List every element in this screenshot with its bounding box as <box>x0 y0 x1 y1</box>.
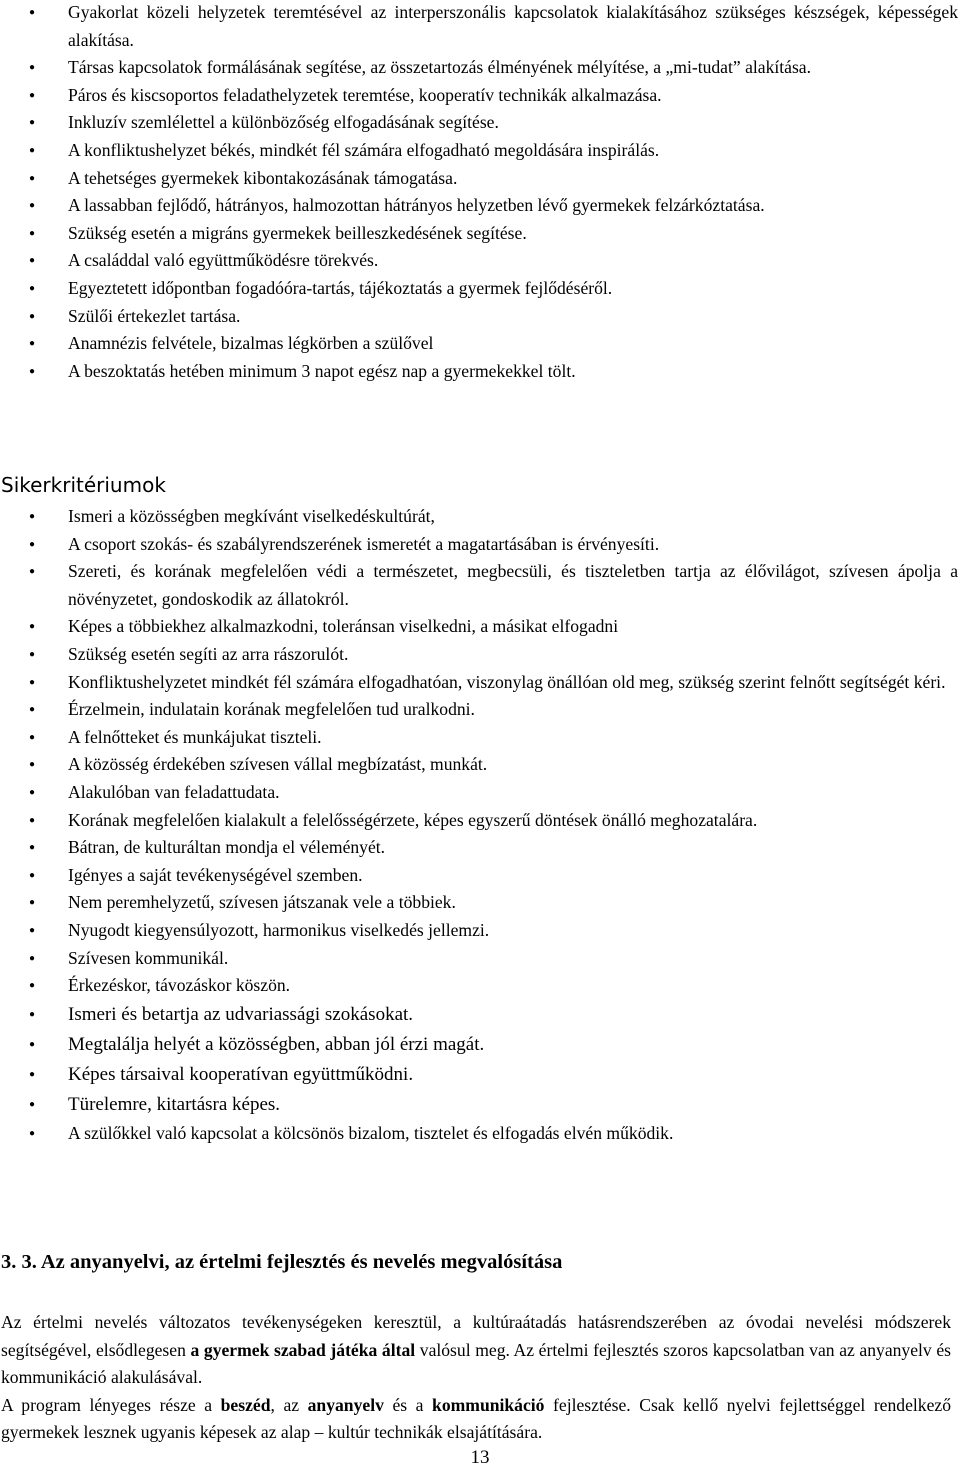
body-paragraphs <box>1 1309 951 1447</box>
list-item: ● Egyeztetett időpontban fogadóóra-tartás, tájékoztatás a gyermek fejlődéséről. <box>0 275 958 303</box>
list-item: ● Türelemre, kitartásra képes. <box>0 1090 958 1120</box>
list-item: ● Társas kapcsolatok formálásának segítése, az összetartozás élményének mélyítése, a „mi-tudat” alakítása. <box>0 54 958 82</box>
bullet-icon <box>27 109 37 140</box>
list-item: ● Szükség esetén segíti az arra rászorulót. <box>0 641 958 669</box>
bullet-icon <box>27 641 37 672</box>
goals-list <box>0 0 958 385</box>
list-item: ● Nyugodt kiegyensúlyozott, harmonikus viselkedés jellemzi. <box>0 917 958 945</box>
list-item: ● Anamnézis felvétele, bizalmas légkörben a szülővel <box>0 330 958 358</box>
list-item: ● Ismeri és betartja az udvariassági szokásokat. <box>0 1000 958 1030</box>
bullet-icon <box>27 54 37 85</box>
bullet-icon <box>27 247 37 278</box>
bullet-icon <box>27 1090 37 1123</box>
list-item: ● Bátran, de kulturáltan mondja el véleményét. <box>0 834 958 862</box>
list-item: ● Páros és kiscsoportos feladathelyzetek teremtése, kooperatív technikák alkalmazása. <box>0 82 958 110</box>
list-item: ● Nem peremhelyzetű, szívesen játszanak vele a többiek. <box>0 889 958 917</box>
bullet-icon <box>27 358 37 389</box>
bullet-icon <box>27 1060 37 1093</box>
list-item: ● Korának megfelelően kialakult a felelősségérzete, képes egyszerű döntések önálló meghozatalára. <box>0 807 958 835</box>
bullet-icon <box>27 613 37 644</box>
bullet-icon <box>27 1030 37 1063</box>
bullet-icon <box>27 220 37 251</box>
success-criteria-list <box>0 503 958 1147</box>
list-item: ● Inkluzív szemlélettel a különbözőség elfogadásának segítése. <box>0 109 958 137</box>
list-item: ● Konfliktushelyzetet mindkét fél számára elfogadhatóan, viszonylag önállóan old meg, szükség szerint felnőtt segítségét kéri. <box>0 669 958 697</box>
bullet-icon <box>27 724 37 755</box>
bullet-icon <box>27 807 37 838</box>
page-number: 13 <box>470 1447 490 1468</box>
section-title: 3. 3. Az anyanyelvi, az értelmi fejlesztés és nevelés megvalósítása <box>1 1251 563 1273</box>
bullet-icon <box>27 137 37 168</box>
bullet-icon <box>27 669 37 700</box>
list-item: ● Igényes a saját tevékenységével szemben. <box>0 862 958 890</box>
bullet-icon <box>27 275 37 306</box>
list-item: ● Megtalálja helyét a közösségben, abban jól érzi magát. <box>0 1030 958 1060</box>
list-item: ● Szívesen kommunikál. <box>0 945 958 973</box>
bullet-icon <box>27 165 37 196</box>
list-item: ● Alakulóban van feladattudata. <box>0 779 958 807</box>
list-item: ● A felnőtteket és munkájukat tiszteli. <box>0 724 958 752</box>
bullet-icon <box>27 945 37 976</box>
list-item: ● A családdal való együttműködésre törekvés. <box>0 247 958 275</box>
bullet-icon <box>27 192 37 223</box>
list-item: ● A lassabban fejlődő, hátrányos, halmozottan hátrányos helyzetben lévő gyermekek felzárkóztatása. <box>0 192 958 220</box>
list-item: ● A közösség érdekében szívesen vállal megbízatást, munkát. <box>0 751 958 779</box>
bullet-icon <box>27 1000 37 1033</box>
bullet-icon <box>27 834 37 865</box>
list-item: ● Szereti, és korának megfelelően védi a természetet, megbecsüli, és tiszteletben tartja az élővilágot, szívesen ápolja a növényzetet, gondoskodik az állatokról. <box>0 558 958 613</box>
bullet-icon <box>27 82 37 113</box>
success-criteria-heading: Sikerkritériumok <box>1 473 166 497</box>
bullet-icon <box>27 531 37 562</box>
bullet-icon <box>27 1120 37 1151</box>
bullet-icon <box>27 558 37 589</box>
bullet-icon <box>27 972 37 1003</box>
paragraph: Az értelmi nevelés változatos tevékenységeken keresztül, a kultúraátadás hatásrendszerében az óvodai nevelési módszerek segítségével, elsődlegesen a gyermek szabad játéka által valósul meg. Az értelmi fejlesztés szoros kapcsolatban van az anyanyelv és kommunikáció alakulásával. <box>1 1312 951 1388</box>
list-item: ● Képes a többiekhez alkalmazkodni, toleránsan viselkedni, a másikat elfogadni <box>0 613 958 641</box>
bullet-icon <box>27 503 37 534</box>
bullet-icon <box>27 696 37 727</box>
list-item: ● A szülőkkel való kapcsolat a kölcsönös bizalom, tisztelet és elfogadás elvén működik. <box>0 1120 958 1148</box>
bullet-icon <box>27 0 37 30</box>
paragraph: A program lényeges része a beszéd, az anyanyelv és a kommunikáció fejlesztése. Csak kellő nyelvi fejlettséggel rendelkező gyermekek lesznek ugyanis képesek az alap – kultúr technikák elsajátítására. <box>1 1394 951 1443</box>
list-item: ● Gyakorlat közeli helyzetek teremtésével az interperszonális kapcsolatok kialakításához szükséges készségek, képességek alakítása. <box>0 0 958 54</box>
list-item: ● A tehetséges gyermekek kibontakozásának támogatása. <box>0 165 958 193</box>
list-item: ● Érkezéskor, távozáskor köszön. <box>0 972 958 1000</box>
list-item: ● Szükség esetén a migráns gyermekek beilleszkedésének segítése. <box>0 220 958 248</box>
list-item: ● Szülői értekezlet tartása. <box>0 303 958 331</box>
list-item: ● Ismeri a közösségben megkívánt viselkedéskultúrát, <box>0 503 958 531</box>
bullet-icon <box>27 862 37 893</box>
bullet-icon <box>27 330 37 361</box>
list-item: ● A konfliktushelyzet békés, mindkét fél számára elfogadható megoldására inspirálás. <box>0 137 958 165</box>
list-item: ● A csoport szokás- és szabályrendszerének ismeretét a magatartásában is érvényesíti. <box>0 531 958 559</box>
bullet-icon <box>27 779 37 810</box>
bullet-icon <box>27 917 37 948</box>
list-item: ● A beszoktatás hetében minimum 3 napot egész nap a gyermekekkel tölt. <box>0 358 958 386</box>
bullet-icon <box>27 751 37 782</box>
list-item: ● Képes társaival kooperatívan együttműködni. <box>0 1060 958 1090</box>
list-item: ● Érzelmein, indulatain korának megfelelően tud uralkodni. <box>0 696 958 724</box>
bullet-icon <box>27 303 37 334</box>
bullet-icon <box>27 889 37 920</box>
